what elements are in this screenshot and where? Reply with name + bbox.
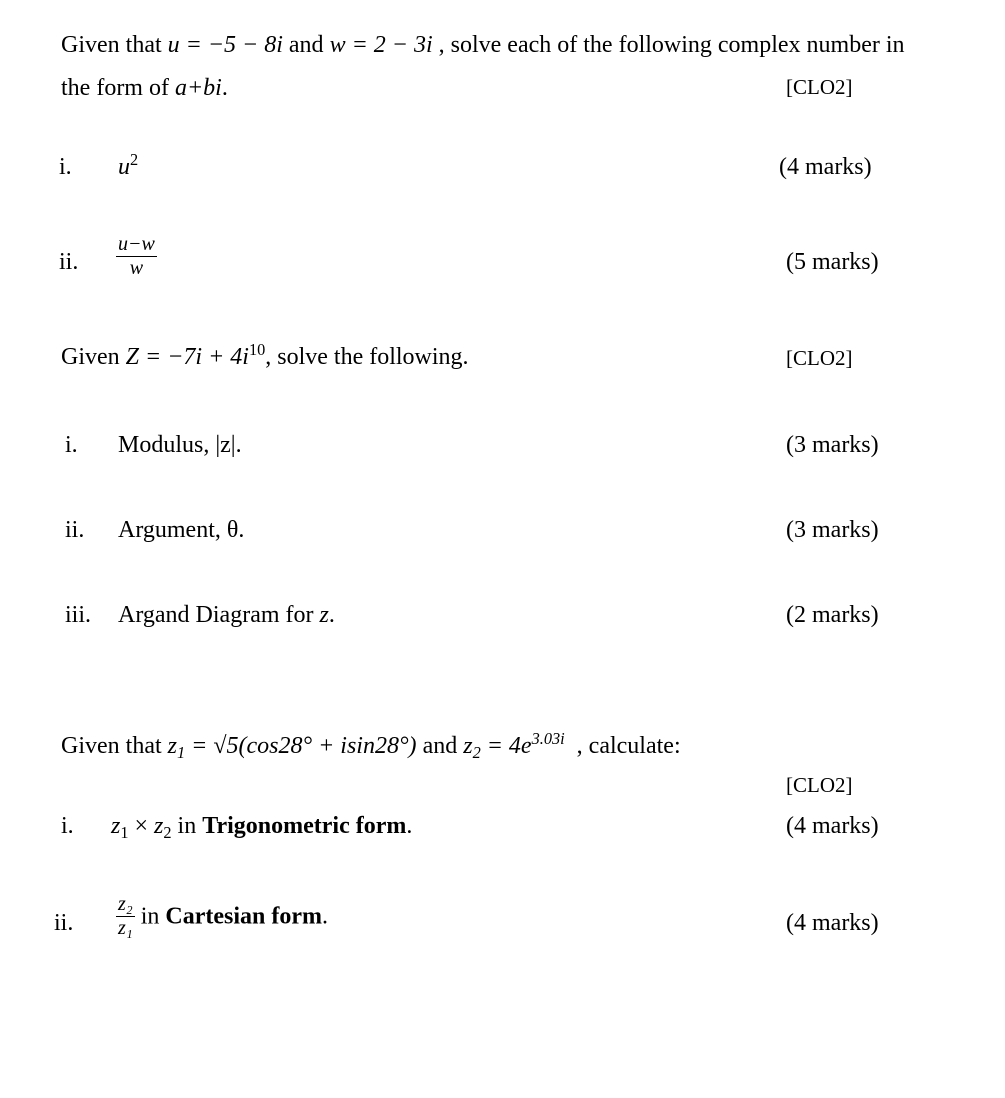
q3-clo-tag: [CLO2] [786, 773, 853, 797]
q3-intro: Given that $z_1 = √5(\cos 28^\circ + isin28^\circ)$ and $z_2 = 4e^{3.03i}$ , calculate: [61, 729, 681, 762]
q2-intro: Given $Z = -7i + 4i^{10}$, solve the following. [61, 340, 469, 370]
q3-part-ii-marks: (4 marks) [786, 910, 879, 936]
q2-part-i-text: Modulus, |z|. [118, 432, 242, 458]
q1-part-ii-number: ii. [59, 249, 79, 275]
q3-part-ii-number: ii. [54, 910, 74, 936]
q2-part-ii-marks: (3 marks) [786, 517, 879, 543]
q1-clo-tag: [CLO2] [786, 75, 853, 99]
q3-part-i-text: $z_1 \times z_2$ in Trigonometric form. [111, 813, 413, 842]
z1-definition: $z_1 = √5(\cos 28^\circ + isin28^\circ)$ [167, 733, 417, 762]
u-definition: u = −5 − 8i [167, 32, 283, 58]
q1-part-ii-marks: (5 marks) [786, 249, 879, 275]
q1-part-i-expression: $u^2$ [118, 150, 139, 180]
q3-part-i-number: i. [61, 813, 74, 839]
z2-definition: $z_2 = 4e^{3.03i}$ [463, 729, 565, 762]
q2-part-i-number: i. [65, 432, 78, 458]
q3-part-ii-text: $\frac{\text{z₂}}{\text{z₁}}$ in Cartesian form. [118, 893, 329, 939]
z-definition: Z = −7i + 4i [125, 344, 249, 370]
q2-part-iii-text: Argand Diagram for z. [118, 602, 335, 628]
q2-part-i-marks: (3 marks) [786, 432, 879, 458]
q1-part-ii-fraction: $\frac{u-w}{w}$ [118, 233, 155, 279]
q1-intro: Given that u = −5 − 8i and w = 2 − 3i , solve each of the following complex number in [61, 32, 905, 58]
q2-part-ii-number: ii. [65, 517, 85, 543]
q1-part-i-number: i. [59, 154, 72, 180]
w-definition: w = 2 − 3i [329, 32, 433, 58]
q3-part-i-marks: (4 marks) [786, 813, 879, 839]
q2-part-iii-number: iii. [65, 602, 92, 628]
q2-part-iii-marks: (2 marks) [786, 602, 879, 628]
q1-intro-line2: the form of a+bi. [61, 75, 228, 101]
q1-part-i-marks: (4 marks) [779, 154, 872, 180]
q2-clo-tag: [CLO2] [786, 346, 853, 370]
q2-part-ii-text: Argument, θ. [118, 517, 245, 543]
